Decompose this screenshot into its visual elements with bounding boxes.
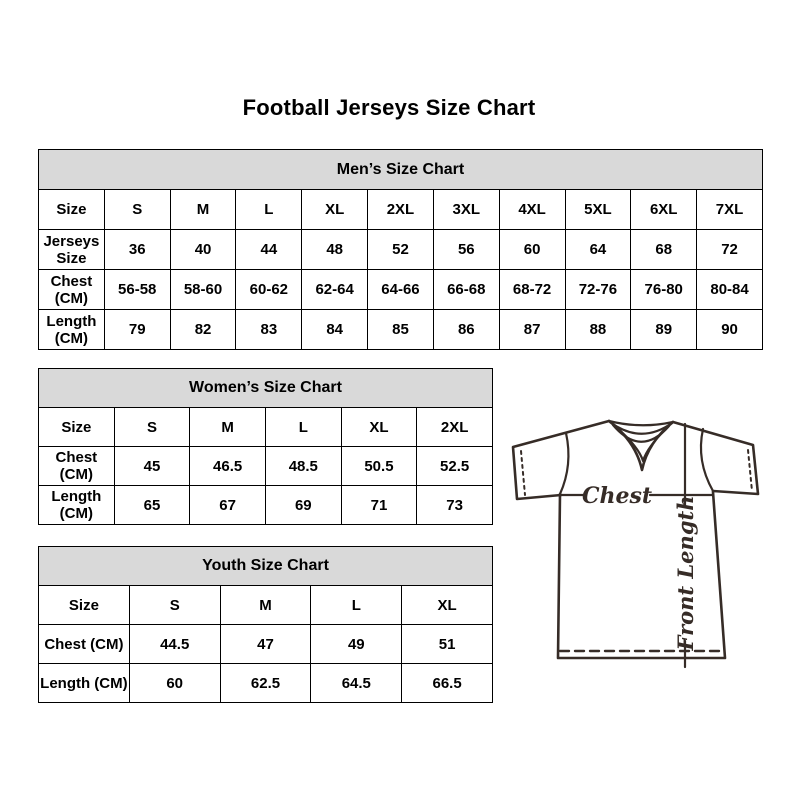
- table-title-row: [39, 369, 493, 408]
- table-row: [39, 664, 493, 703]
- mens-size-table: [38, 149, 763, 350]
- table-cell: 36: [104, 230, 170, 270]
- table-cell: 58-60: [170, 270, 236, 310]
- column-header: XL: [302, 190, 368, 230]
- table-cell: 64: [565, 230, 631, 270]
- column-header: 7XL: [697, 190, 763, 230]
- table-cell: 73: [417, 486, 493, 525]
- jersey-left-cuff-dashed-seam: [521, 451, 525, 495]
- column-header: 3XL: [433, 190, 499, 230]
- column-header: 5XL: [565, 190, 631, 230]
- table-cell: 44: [236, 230, 302, 270]
- table-cell: 44.5: [129, 625, 220, 664]
- column-header: 4XL: [499, 190, 565, 230]
- table-row: [39, 310, 763, 350]
- page-title: Football Jerseys Size Chart: [242, 95, 536, 120]
- table-cell: 80-84: [697, 270, 763, 310]
- table-cell: 66-68: [433, 270, 499, 310]
- table-cell: 83: [236, 310, 302, 350]
- table-cell: 68: [631, 230, 697, 270]
- row-header: Size: [39, 408, 115, 447]
- table-cell: 90: [697, 310, 763, 350]
- column-header: XL: [402, 586, 493, 625]
- row-header: Size: [39, 190, 105, 230]
- row-header: Chest (CM): [39, 270, 105, 310]
- column-header: S: [129, 586, 220, 625]
- table-cell: 56: [433, 230, 499, 270]
- table-cell: 52.5: [417, 447, 493, 486]
- jersey-body-outline: [558, 492, 725, 658]
- table-cell: 85: [368, 310, 434, 350]
- table-cell: 67: [190, 486, 266, 525]
- table-row: [39, 270, 763, 310]
- table-cell: 88: [565, 310, 631, 350]
- column-header: M: [220, 586, 311, 625]
- chest-measure-label: Chest: [581, 483, 653, 509]
- table-cell: 60: [499, 230, 565, 270]
- column-header: XL: [341, 408, 417, 447]
- table-cell: 62-64: [302, 270, 368, 310]
- table-title-row: [39, 150, 763, 190]
- column-header: 2XL: [368, 190, 434, 230]
- table-cell: 76-80: [631, 270, 697, 310]
- table-cell: 50.5: [341, 447, 417, 486]
- table-header-row: [39, 408, 493, 447]
- table-row: [39, 230, 763, 270]
- table-cell: 87: [499, 310, 565, 350]
- table-cell: 60-62: [236, 270, 302, 310]
- row-header: Size: [39, 586, 130, 625]
- row-header: Chest (CM): [39, 625, 130, 664]
- table-cell: 72-76: [565, 270, 631, 310]
- table-cell: 51: [402, 625, 493, 664]
- table-cell: 56-58: [104, 270, 170, 310]
- column-header: 2XL: [417, 408, 493, 447]
- youth-size-table: [38, 546, 493, 703]
- table-row: [39, 625, 493, 664]
- table-cell: 65: [114, 486, 190, 525]
- table-cell: 66.5: [402, 664, 493, 703]
- table-cell: 72: [697, 230, 763, 270]
- table-cell: 79: [104, 310, 170, 350]
- table-cell: 64-66: [368, 270, 434, 310]
- table-cell: 52: [368, 230, 434, 270]
- column-header: M: [190, 408, 266, 447]
- table-cell: 71: [341, 486, 417, 525]
- table-row: [39, 447, 493, 486]
- table-cell: 46.5: [190, 447, 266, 486]
- table-cell: 82: [170, 310, 236, 350]
- jersey-right-cuff-dashed-seam: [748, 450, 752, 491]
- table-cell: 47: [220, 625, 311, 664]
- table-cell: 86: [433, 310, 499, 350]
- row-header: Jerseys Size: [39, 230, 105, 270]
- table-title-row: [39, 547, 493, 586]
- table-header-row: [39, 586, 493, 625]
- table-cell: 68-72: [499, 270, 565, 310]
- jersey-collar-top-edge: [609, 421, 673, 425]
- table-cell: 69: [265, 486, 341, 525]
- column-header: S: [104, 190, 170, 230]
- front-length-measure-label: Front Length: [673, 495, 698, 651]
- table-cell: 45: [114, 447, 190, 486]
- column-header: L: [311, 586, 402, 625]
- jersey-vneck-inner: [615, 426, 668, 461]
- table-cell: 60: [129, 664, 220, 703]
- row-header: Chest (CM): [39, 447, 115, 486]
- column-header: L: [265, 408, 341, 447]
- column-header: 6XL: [631, 190, 697, 230]
- row-header: Length (CM): [39, 310, 105, 350]
- table-cell: 84: [302, 310, 368, 350]
- table-header-row: [39, 190, 763, 230]
- table-cell: 64.5: [311, 664, 402, 703]
- row-header: Length (CM): [39, 664, 130, 703]
- jersey-right-armhole-seam: [701, 429, 713, 491]
- jersey-measurement-diagram: [498, 398, 782, 682]
- table-cell: 89: [631, 310, 697, 350]
- womens-size-table: [38, 368, 493, 525]
- row-header: Length (CM): [39, 486, 115, 525]
- table-cell: 62.5: [220, 664, 311, 703]
- table-row: [39, 486, 493, 525]
- column-header: M: [170, 190, 236, 230]
- table-title: Men’s Size Chart: [39, 150, 763, 190]
- column-header: L: [236, 190, 302, 230]
- column-header: S: [114, 408, 190, 447]
- table-cell: 49: [311, 625, 402, 664]
- jersey-left-armhole-seam: [560, 433, 568, 494]
- table-title: Women’s Size Chart: [39, 369, 493, 408]
- table-cell: 48: [302, 230, 368, 270]
- table-cell: 40: [170, 230, 236, 270]
- table-cell: 48.5: [265, 447, 341, 486]
- table-title: Youth Size Chart: [39, 547, 493, 586]
